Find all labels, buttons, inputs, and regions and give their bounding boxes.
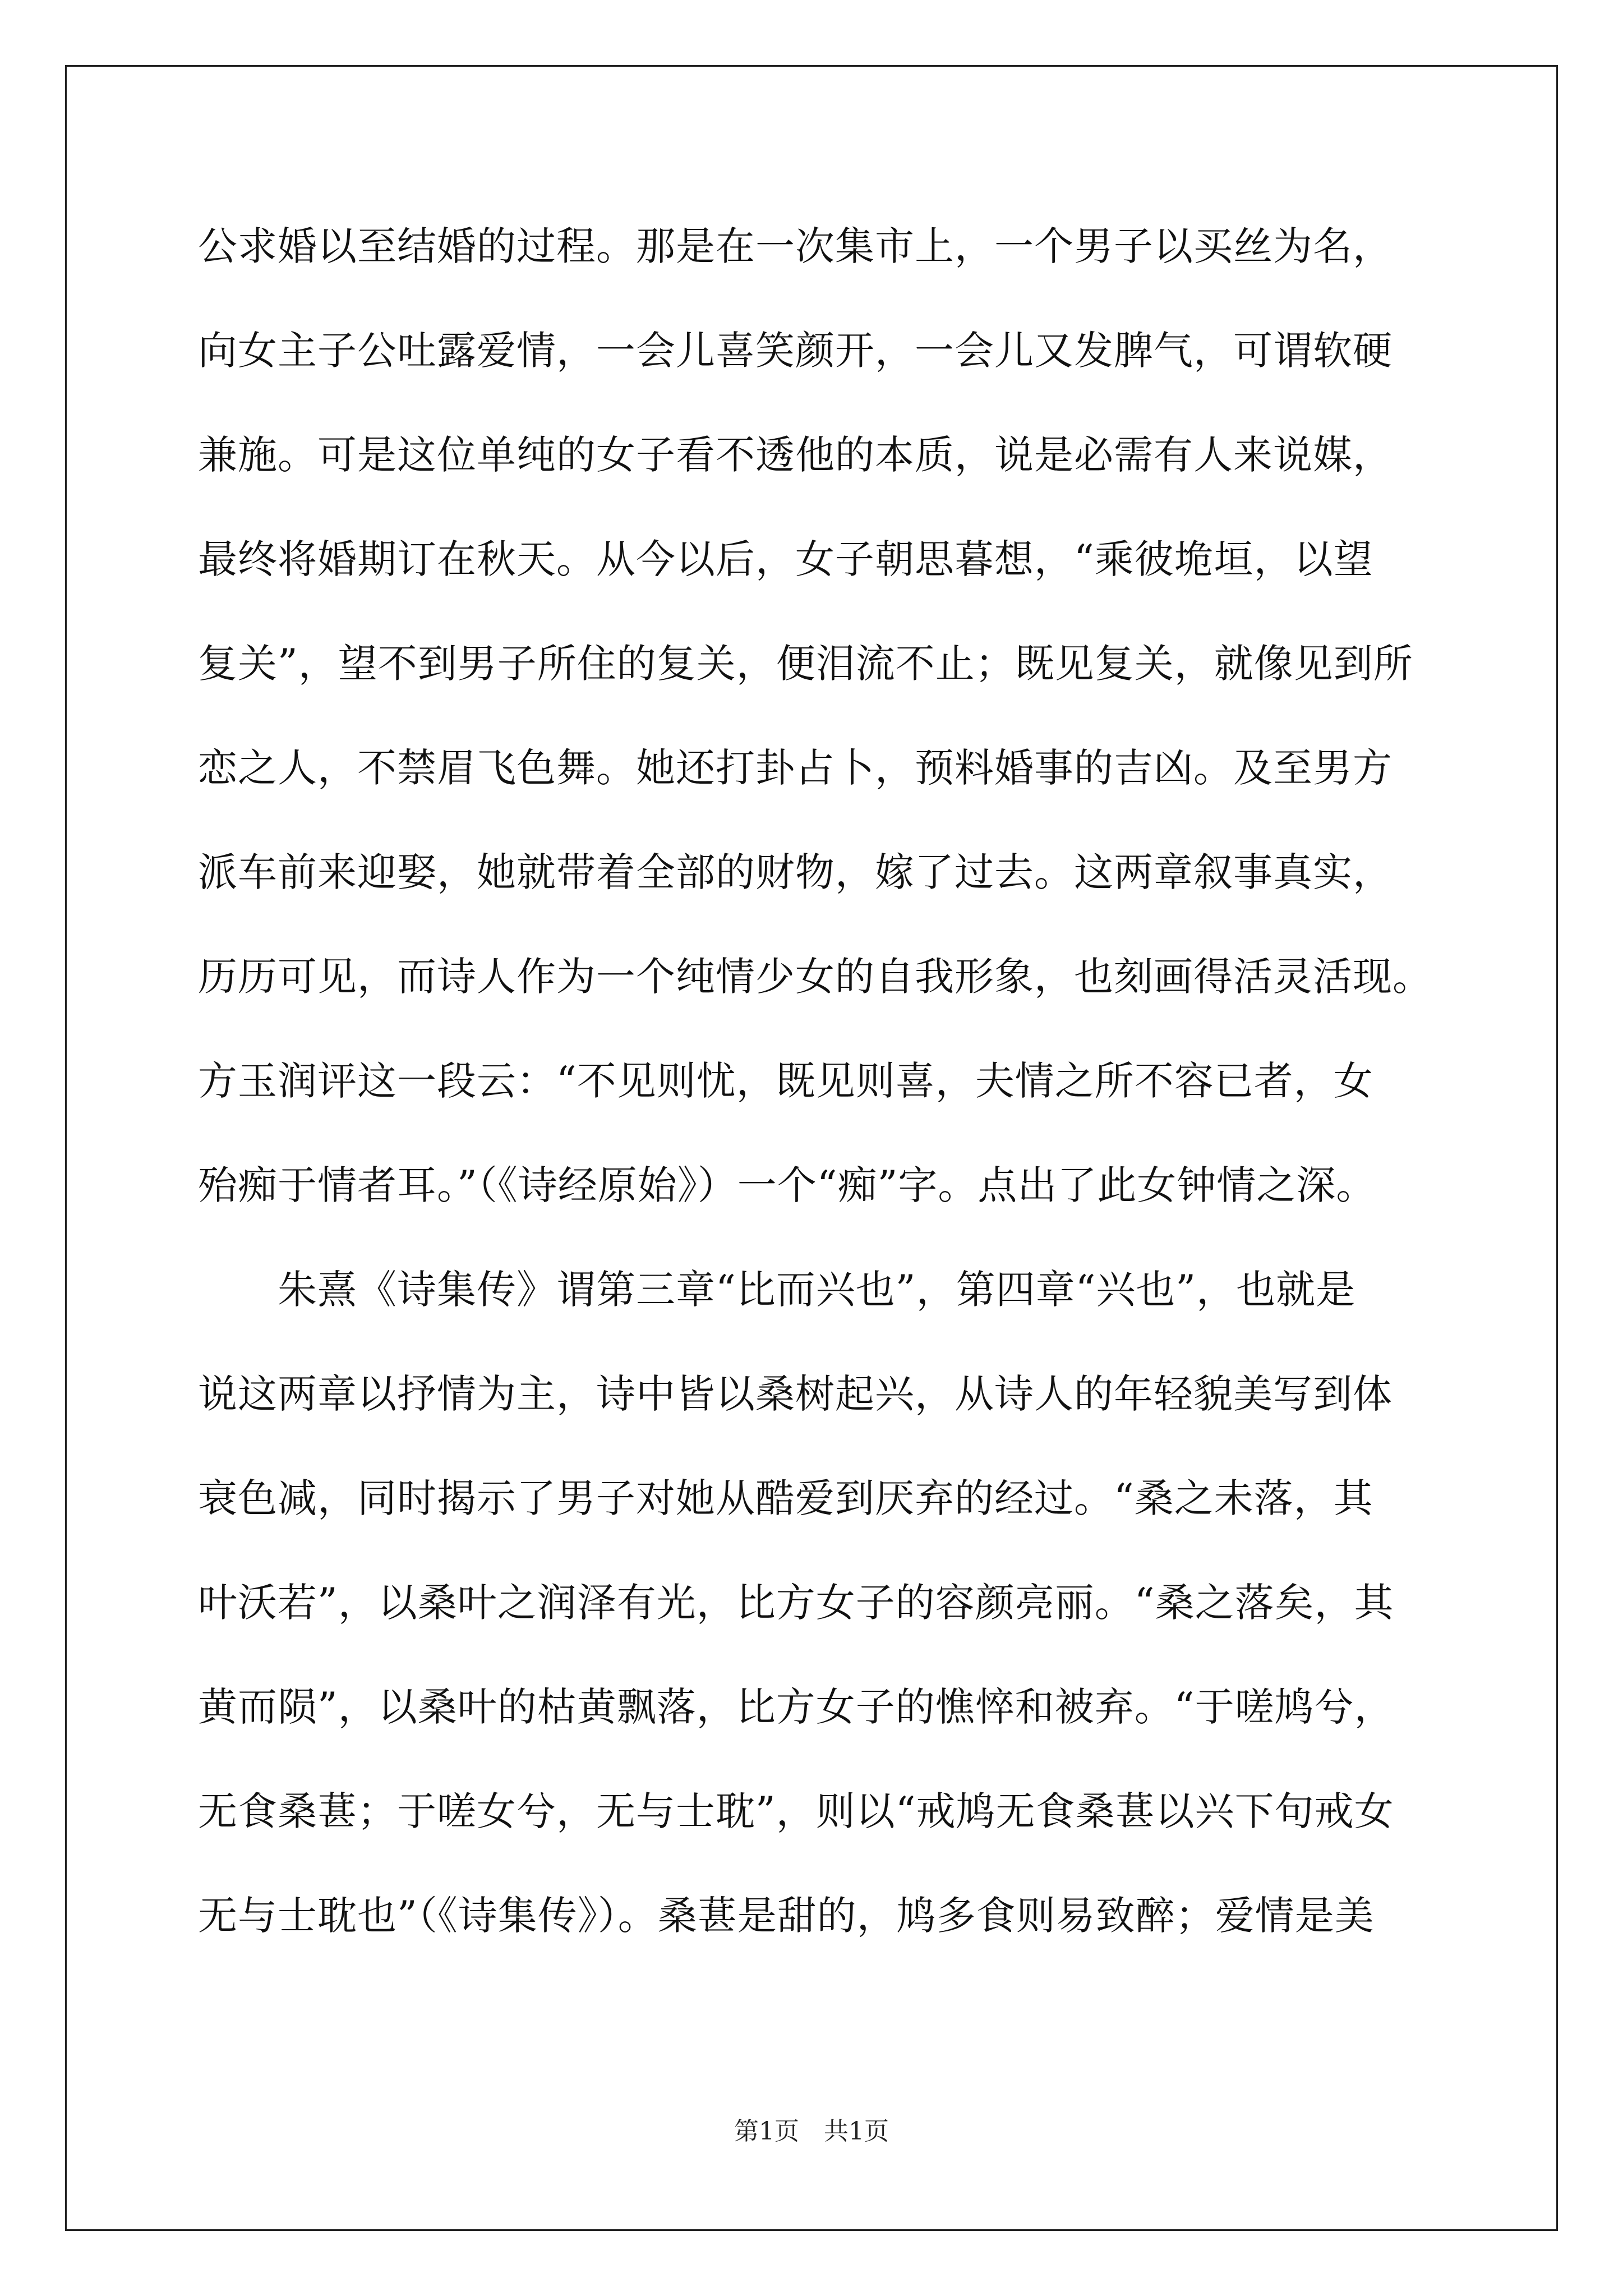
text-line: 派车前来迎娶，她就带着全部的财物，嫁了过去。这两章叙事真实，	[198, 849, 1393, 895]
text-line: 公求婚以至结婚的过程。那是在一次集市上，一个男子以买丝为名，	[198, 223, 1393, 269]
text-line: 殆痴于情者耳。”（《诗经原始》）一个“痴”字。点出了此女钟情之深。	[198, 1162, 1376, 1208]
text-line: 复关”，望不到男子所住的复关，便泪流不止；既见复关，就像见到所	[198, 641, 1413, 687]
text-line: 最终将婚期订在秋天。从今以后，女子朝思暮想，“乘彼垝垣，以望	[198, 536, 1373, 582]
text-line: 说这两章以抒情为主，诗中皆以桑树起兴，从诗人的年轻貌美写到体	[198, 1371, 1393, 1417]
page-number-footer: 第1页 共1页	[734, 2117, 889, 2146]
text-line: 黄而陨”，以桑叶的枯黄飘落，比方女子的憔悴和被弃。“于嗟鸠兮，	[198, 1684, 1394, 1730]
text-line: 叶沃若”，以桑叶之润泽有光，比方女子的容颜亮丽。“桑之落矣，其	[198, 1580, 1394, 1626]
text-line: 兼施。可是这位单纯的女子看不透他的本质，说是必需有人来说媒，	[198, 432, 1393, 478]
text-line: 方玉润评这一段云：“不见则忧，既见则喜，夫情之所不容已者，女	[198, 1058, 1373, 1104]
text-line: 恋之人，不禁眉飞色舞。她还打卦占卜，预料婚事的吉凶。及至男方	[198, 745, 1393, 791]
text-line: 无与士耽也”（《诗集传》）。桑葚是甜的，鸠多食则易致醉；爱情是美	[198, 1893, 1375, 1939]
text-line: 无食桑葚；于嗟女兮，无与士耽”，则以“戒鸠无食桑葚以兴下句戒女	[198, 1788, 1394, 1834]
text-line: 历历可见，而诗人作为一个纯情少女的自我形象，也刻画得活灵活现。	[198, 954, 1432, 1000]
text-line: 朱熹《诗集传》谓第三章“比而兴也”，第四章“兴也”，也就是	[198, 1267, 1356, 1313]
text-line: 衰色减，同时揭示了男子对她从酷爱到厌弃的经过。“桑之未落，其	[198, 1475, 1373, 1521]
text-line: 向女主子公吐露爱情，一会儿喜笑颜开，一会儿又发脾气，可谓软硬	[198, 328, 1393, 374]
